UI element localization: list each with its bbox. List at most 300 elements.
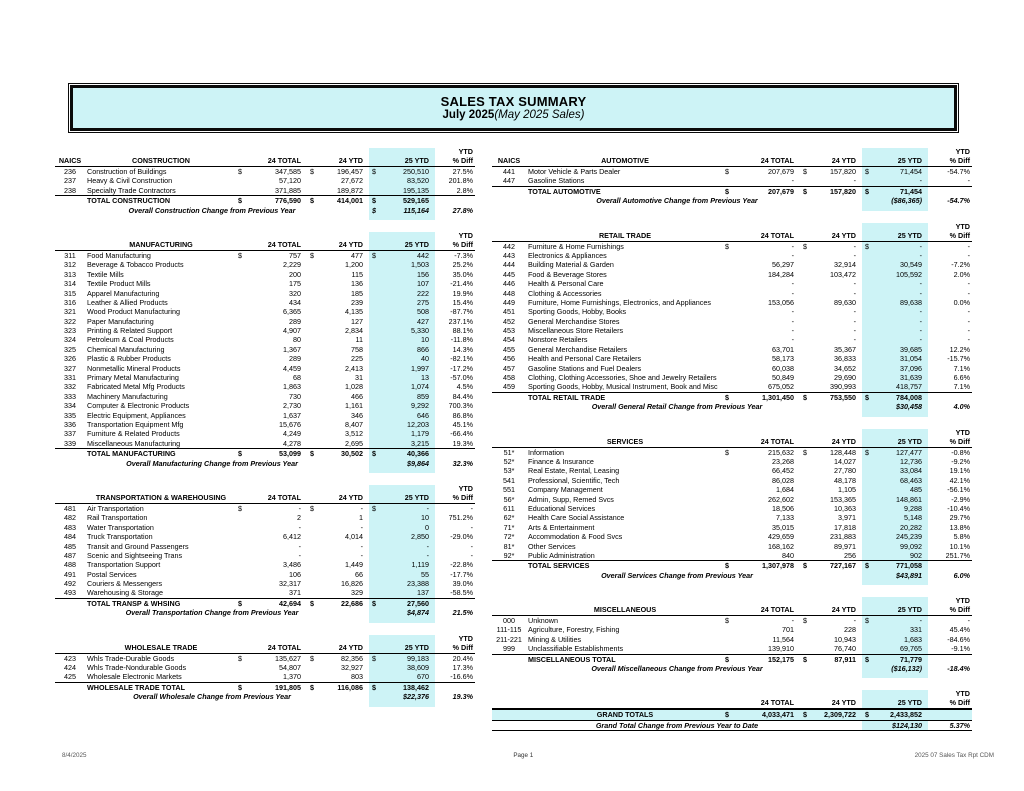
- category-label: Clothing & Accessories: [528, 288, 602, 298]
- value-25ytd-value: -: [426, 503, 429, 513]
- value-25ytd: [862, 279, 928, 288]
- dollar-sign: $: [310, 653, 314, 663]
- spacer: [800, 597, 862, 605]
- table-row: [55, 167, 475, 176]
- dollar-sign: $: [725, 616, 729, 626]
- value-24total: [235, 382, 307, 391]
- col-header-24ytd: 24 YTD: [831, 156, 856, 165]
- value-25ytd-value: 99,183: [407, 653, 429, 663]
- category-label: Electric Equipment, Appliances: [87, 410, 186, 420]
- table-row: [55, 560, 475, 569]
- naics-code: 327: [64, 363, 76, 373]
- category-label: Furniture & Related Products: [87, 429, 180, 439]
- value-24ytd-value: 4,135: [345, 307, 363, 317]
- change-row: [492, 402, 972, 411]
- spacer: [492, 655, 526, 664]
- category-label: Building Material & Garden: [528, 260, 614, 270]
- value-24ytd: [800, 551, 862, 560]
- value-pct-diff: 15.4%: [452, 297, 473, 307]
- naics-code: 456: [503, 354, 515, 364]
- total-row: [55, 195, 475, 205]
- col-header-24total: 24 TOTAL: [760, 230, 794, 240]
- col-header-24total: 24 TOTAL: [267, 156, 301, 165]
- table-row: [55, 186, 475, 195]
- value-24total: [235, 401, 307, 410]
- value-24total: [235, 523, 307, 532]
- value-24total-value: 2,229: [283, 260, 301, 270]
- spacer: [722, 206, 800, 211]
- value-25ytd-value: 30,549: [900, 260, 922, 270]
- total-24total-value: 207,679: [768, 186, 794, 196]
- spacer-highlight: [369, 635, 435, 643]
- value-24total-value: -: [791, 307, 794, 317]
- value-24total: [722, 448, 800, 457]
- value-24total: [722, 644, 800, 653]
- value-24ytd-value: -: [360, 522, 363, 532]
- naics-code: 481: [64, 503, 76, 513]
- value-25ytd-value: 40: [421, 354, 429, 364]
- value-25ytd-value: 10: [421, 513, 429, 523]
- spacer: [85, 148, 235, 156]
- value-24total: [722, 476, 800, 485]
- value-pct-diff: -15.7%: [947, 354, 970, 364]
- value-24ytd-value: -: [360, 541, 363, 551]
- value-25ytd: [369, 279, 435, 288]
- change-label: Overall Construction Change from Previous Year: [128, 205, 296, 215]
- total-row: [492, 560, 972, 570]
- value-pct-diff: -21.4%: [450, 279, 473, 289]
- naics-header: [492, 437, 526, 447]
- dollar-sign: $: [372, 503, 376, 513]
- value-25ytd-value: 1,074: [411, 382, 429, 392]
- value-24total-value: 1,370: [283, 672, 301, 682]
- value-24ytd-value: 31: [355, 373, 363, 383]
- value-24total: [722, 523, 800, 532]
- category-label: Plastic & Rubber Products: [87, 354, 171, 364]
- naics-code: 334: [64, 401, 76, 411]
- naics-code: 551: [503, 485, 515, 495]
- value-24total-value: 2: [297, 513, 301, 523]
- value-pct-diff: 5.8%: [953, 532, 970, 542]
- naics-code: 321: [64, 307, 76, 317]
- category-label: Finance & Insurance: [528, 456, 594, 466]
- col-header-24total: 24 TOTAL: [267, 239, 301, 249]
- change-amount-value: 115,164: [403, 205, 429, 215]
- value-pct-diff: 2.8%: [456, 185, 473, 195]
- value-24ytd: [307, 560, 369, 569]
- value-25ytd: [862, 485, 928, 494]
- naics-code: 315: [64, 288, 76, 298]
- table-row: [492, 326, 972, 335]
- value-24ytd-value: 228: [844, 625, 856, 635]
- value-25ytd-value: -: [919, 335, 922, 345]
- value-24ytd: [800, 542, 862, 551]
- dollar-sign: $: [803, 654, 807, 664]
- category-label: Primary Metal Manufacturing: [87, 373, 179, 383]
- value-pct-diff: 86.8%: [452, 410, 473, 420]
- change-amount-value: $9,864: [407, 458, 429, 468]
- ytd-label: YTD: [458, 230, 473, 240]
- value-pct-diff: -57.0%: [450, 373, 473, 383]
- value-25ytd-value: 99,092: [900, 541, 922, 551]
- value-24total-value: -: [791, 326, 794, 336]
- total-24total-value: 1,301,450: [762, 392, 794, 402]
- category-label: Nonmetallic Mineral Products: [87, 363, 181, 373]
- value-24total-value: 35,015: [772, 522, 794, 532]
- change-amount-value: ($16,132): [891, 664, 922, 674]
- spacer: [435, 215, 475, 220]
- table-row: [55, 382, 475, 391]
- value-24ytd-value: 115: [351, 269, 363, 279]
- value-25ytd-value: 23,388: [407, 579, 429, 589]
- value-24ytd-value: 10,943: [834, 634, 856, 644]
- dollar-sign: $: [725, 186, 729, 196]
- naics-code: 324: [64, 335, 76, 345]
- ytd-label: YTD: [955, 147, 970, 156]
- value-24total: [722, 513, 800, 522]
- value-25ytd-value: 105,592: [896, 269, 922, 279]
- value-24ytd: [800, 364, 862, 373]
- section-retail-trade: [492, 223, 972, 417]
- value-24total: [722, 504, 800, 513]
- value-24total-value: 4,249: [283, 429, 301, 439]
- value-pct-diff: 29.7%: [949, 513, 970, 523]
- spacer-highlight: [369, 485, 435, 493]
- value-24total-value: 135,627: [275, 653, 301, 663]
- value-24ytd: [800, 448, 862, 457]
- table-row: [492, 345, 972, 354]
- category-label: Textile Product Mills: [87, 279, 151, 289]
- grand-totals-row: [492, 709, 972, 720]
- ytd-label: YTD: [955, 596, 970, 606]
- value-24total: [722, 466, 800, 475]
- naics-header: NAICS: [497, 156, 521, 165]
- dollar-sign: $: [803, 616, 807, 626]
- total-24total-value: 42,694: [279, 598, 301, 608]
- naics-code: 444: [503, 260, 515, 270]
- value-24ytd: [307, 270, 369, 279]
- highlight-tail-row: [492, 412, 972, 417]
- table-row: [492, 523, 972, 532]
- value-24ytd-value: 136: [351, 279, 363, 289]
- value-pct-diff: -2.9%: [951, 494, 970, 504]
- category-label: Whls Trade-Nondurable Goods: [87, 663, 187, 673]
- dollar-sign: $: [310, 598, 314, 608]
- value-pct-diff: -7.3%: [454, 250, 473, 260]
- category-label: Unknown: [528, 616, 558, 626]
- value-24ytd-value: 32,914: [834, 260, 856, 270]
- table-row: [492, 542, 972, 551]
- value-25ytd: [369, 579, 435, 588]
- value-25ytd: [369, 570, 435, 579]
- dollar-sign: $: [865, 186, 869, 196]
- value-24total-value: 289: [289, 316, 301, 326]
- value-24ytd-value: 11: [355, 335, 363, 345]
- spacer: [492, 206, 526, 211]
- category-label: Air Transportation: [87, 503, 144, 513]
- value-24total: [235, 560, 307, 569]
- category-label: Wood Product Manufacturing: [87, 307, 180, 317]
- table-row: [55, 373, 475, 382]
- value-25ytd-value: 156: [417, 269, 429, 279]
- value-pct-diff: 13.8%: [949, 522, 970, 532]
- change-row: [55, 692, 475, 701]
- value-24ytd-value: 16,826: [341, 579, 363, 589]
- value-24ytd-value: 477: [351, 250, 363, 260]
- footer-filename: 2025 07 Sales Tax Rpt CDM: [914, 752, 994, 759]
- value-24total-value: 58,173: [772, 354, 794, 364]
- value-25ytd-value: 83,520: [407, 176, 429, 186]
- value-25ytd: [862, 167, 928, 176]
- category-label: Paper Manufacturing: [87, 316, 154, 326]
- value-24ytd: [800, 251, 862, 260]
- total-25ytd: [369, 683, 435, 692]
- change-amount: [369, 459, 435, 468]
- spacer: [307, 635, 369, 643]
- value-24ytd: [800, 326, 862, 335]
- value-24total: [235, 411, 307, 420]
- value-25ytd: [862, 523, 928, 532]
- report-subtitle: (May 2025 Sales): [494, 109, 585, 121]
- change-row: [492, 196, 972, 205]
- value-24total: [722, 635, 800, 644]
- value-24total-value: 1,863: [283, 382, 301, 392]
- value-25ytd: [862, 495, 928, 504]
- dollar-sign: $: [310, 167, 314, 176]
- value-24total: [235, 364, 307, 373]
- naics-header: [55, 240, 85, 250]
- change-row: [55, 608, 475, 617]
- value-24ytd: [307, 411, 369, 420]
- category-label: Postal Services: [87, 569, 137, 579]
- value-24total: [235, 542, 307, 551]
- value-pct-diff: -66.4%: [450, 429, 473, 439]
- value-24ytd: [800, 298, 862, 307]
- value-24total: [235, 579, 307, 588]
- value-24ytd-value: 225: [351, 354, 363, 364]
- spacer: [800, 429, 862, 437]
- value-24total: [235, 588, 307, 597]
- dollar-sign: $: [725, 710, 729, 720]
- value-25ytd-value: 107: [417, 279, 429, 289]
- value-24ytd-value: 8,407: [345, 419, 363, 429]
- value-24ytd-value: 1,105: [838, 485, 856, 495]
- total-24ytd: [307, 449, 369, 458]
- value-25ytd-value: -: [919, 288, 922, 298]
- table-row: [55, 513, 475, 522]
- change-amount: [369, 608, 435, 617]
- value-24ytd: [307, 532, 369, 541]
- table-row: [55, 654, 475, 663]
- category-label: Construction of Buildings: [87, 167, 167, 176]
- value-24total: [722, 289, 800, 298]
- value-24ytd: [800, 513, 862, 522]
- col-header-pctdiff: % Diff: [949, 230, 970, 240]
- value-pct-diff: -7.2%: [951, 260, 970, 270]
- table-header-ytd-row: [55, 635, 475, 643]
- value-25ytd: [369, 251, 435, 260]
- table-row: [55, 532, 475, 541]
- value-pct-diff: -: [967, 335, 970, 345]
- total-25ytd: [862, 561, 928, 570]
- spacer: [492, 412, 526, 417]
- naics-code: 81*: [503, 541, 515, 551]
- category-label: Motor Vehicle & Parts Dealer: [528, 167, 621, 176]
- value-24ytd: [800, 260, 862, 269]
- category-label: Other Services: [528, 541, 576, 551]
- value-25ytd: [369, 532, 435, 541]
- value-24total: [722, 625, 800, 634]
- left-column: [55, 148, 475, 719]
- value-24ytd-value: 66: [355, 569, 363, 579]
- value-25ytd-value: -: [919, 250, 922, 260]
- dollar-sign: $: [238, 653, 242, 663]
- table-row: [492, 307, 972, 316]
- dollar-sign: $: [372, 196, 376, 206]
- category-label: Transportation Equipment Mfg: [87, 419, 184, 429]
- value-24total-value: 4,459: [283, 363, 301, 373]
- spacer: [722, 690, 800, 698]
- value-24ytd-value: 3,512: [345, 429, 363, 439]
- dollar-sign: $: [310, 196, 314, 206]
- value-24ytd: [307, 542, 369, 551]
- value-25ytd-value: 1,503: [411, 260, 429, 270]
- dollar-sign: $: [803, 561, 807, 571]
- spacer: [235, 618, 307, 623]
- value-24total: [235, 270, 307, 279]
- table-header-row: [492, 437, 972, 448]
- value-24ytd: [307, 504, 369, 513]
- spacer: [526, 597, 722, 605]
- value-24ytd-value: 157,820: [830, 167, 856, 176]
- value-24total: [235, 326, 307, 335]
- table-header-row: [492, 156, 972, 167]
- spacer: [492, 690, 526, 698]
- total-25ytd-value: 40,366: [407, 449, 429, 459]
- value-24total: [235, 317, 307, 326]
- value-24ytd-value: 89,971: [834, 541, 856, 551]
- value-24total-value: 184,284: [768, 269, 794, 279]
- value-24total: [235, 354, 307, 363]
- spacer: [55, 599, 85, 608]
- naics-code: 448: [503, 288, 515, 298]
- naics-code: 237: [64, 176, 76, 186]
- naics-code: 326: [64, 354, 76, 364]
- value-24ytd-value: -: [853, 616, 856, 626]
- change-label: Overall Miscellaneous Change from Previous Year: [591, 664, 763, 674]
- value-24ytd: [307, 663, 369, 672]
- spacer: [55, 468, 85, 473]
- category-label: Food & Beverage Stores: [528, 269, 607, 279]
- grand-change-amount-value: $124,130: [892, 720, 922, 730]
- value-25ytd: [862, 364, 928, 373]
- highlight-tail-row: [55, 468, 475, 473]
- value-24total-value: -: [298, 522, 301, 532]
- value-25ytd-value: 5,148: [904, 513, 922, 523]
- value-24ytd: [800, 635, 862, 644]
- value-24ytd: [800, 466, 862, 475]
- value-25ytd-value: -: [919, 279, 922, 289]
- dollar-sign: $: [865, 710, 869, 720]
- value-24ytd: [307, 251, 369, 260]
- value-25ytd-value: 71,454: [900, 167, 922, 176]
- value-25ytd-value: 195,135: [403, 185, 429, 195]
- value-pct-diff: -: [470, 522, 473, 532]
- table-row: [55, 326, 475, 335]
- value-24total-value: 4,278: [283, 438, 301, 448]
- dollar-sign: $: [310, 449, 314, 459]
- spacer: [85, 215, 235, 220]
- value-24ytd-value: 14,027: [834, 456, 856, 466]
- value-24ytd: [800, 485, 862, 494]
- value-25ytd: [862, 270, 928, 279]
- category-label: Beverage & Tobacco Products: [87, 260, 184, 270]
- value-25ytd: [862, 326, 928, 335]
- naics-code: 455: [503, 344, 515, 354]
- value-25ytd: [369, 289, 435, 298]
- value-24total: [235, 532, 307, 541]
- value-24ytd: [307, 279, 369, 288]
- value-24ytd-value: -: [853, 307, 856, 317]
- value-25ytd-value: 38,609: [407, 663, 429, 673]
- naics-code: 482: [64, 513, 76, 523]
- value-24ytd-value: 231,883: [830, 532, 856, 542]
- value-pct-diff: 237.1%: [448, 316, 473, 326]
- value-25ytd-value: 508: [417, 307, 429, 317]
- table-row: [55, 672, 475, 681]
- total-row: [492, 392, 972, 402]
- table-row: [492, 551, 972, 560]
- col-header-24total: 24 TOTAL: [760, 605, 794, 615]
- value-24total-value: 434: [289, 297, 301, 307]
- ytd-label: YTD: [955, 221, 970, 231]
- category-label: Transportation Support: [87, 560, 161, 570]
- value-24ytd-value: 32,927: [341, 663, 363, 673]
- col-header-24total: 24 TOTAL: [267, 642, 301, 652]
- highlight-tail-row: [492, 206, 972, 211]
- category-label: Miscellaneous Manufacturing: [87, 438, 181, 448]
- value-24ytd: [800, 476, 862, 485]
- grand-24total-value: 4,033,471: [762, 710, 794, 720]
- naics-code: 447: [503, 176, 515, 186]
- spacer: [722, 412, 800, 417]
- spacer: [307, 468, 369, 473]
- value-24ytd: [307, 307, 369, 316]
- dollar-sign: $: [238, 250, 242, 260]
- table-row: [492, 335, 972, 344]
- value-25ytd: [862, 542, 928, 551]
- value-25ytd: [862, 251, 928, 260]
- naics-code: 425: [64, 672, 76, 682]
- value-25ytd: [369, 382, 435, 391]
- table-row: [492, 382, 972, 391]
- total-24ytd: [800, 561, 862, 570]
- value-pct-diff: -22.8%: [450, 560, 473, 570]
- value-24total-value: 1,637: [283, 410, 301, 420]
- naics-header: NAICS: [58, 156, 82, 165]
- table-row: [492, 504, 972, 513]
- col-header-24total: 24 TOTAL: [760, 156, 794, 165]
- value-pct-diff: 19.3%: [452, 438, 473, 448]
- naics-code: 459: [503, 382, 515, 392]
- value-25ytd: [369, 504, 435, 513]
- total-label: TOTAL CONSTRUCTION: [87, 196, 171, 206]
- category-label: Food Manufacturing: [87, 250, 151, 260]
- category-label: Gasoline Stations and Fuel Dealers: [528, 363, 642, 373]
- value-24ytd: [307, 570, 369, 579]
- total-25ytd-value: 138,462: [403, 682, 429, 692]
- naics-code: 483: [64, 522, 76, 532]
